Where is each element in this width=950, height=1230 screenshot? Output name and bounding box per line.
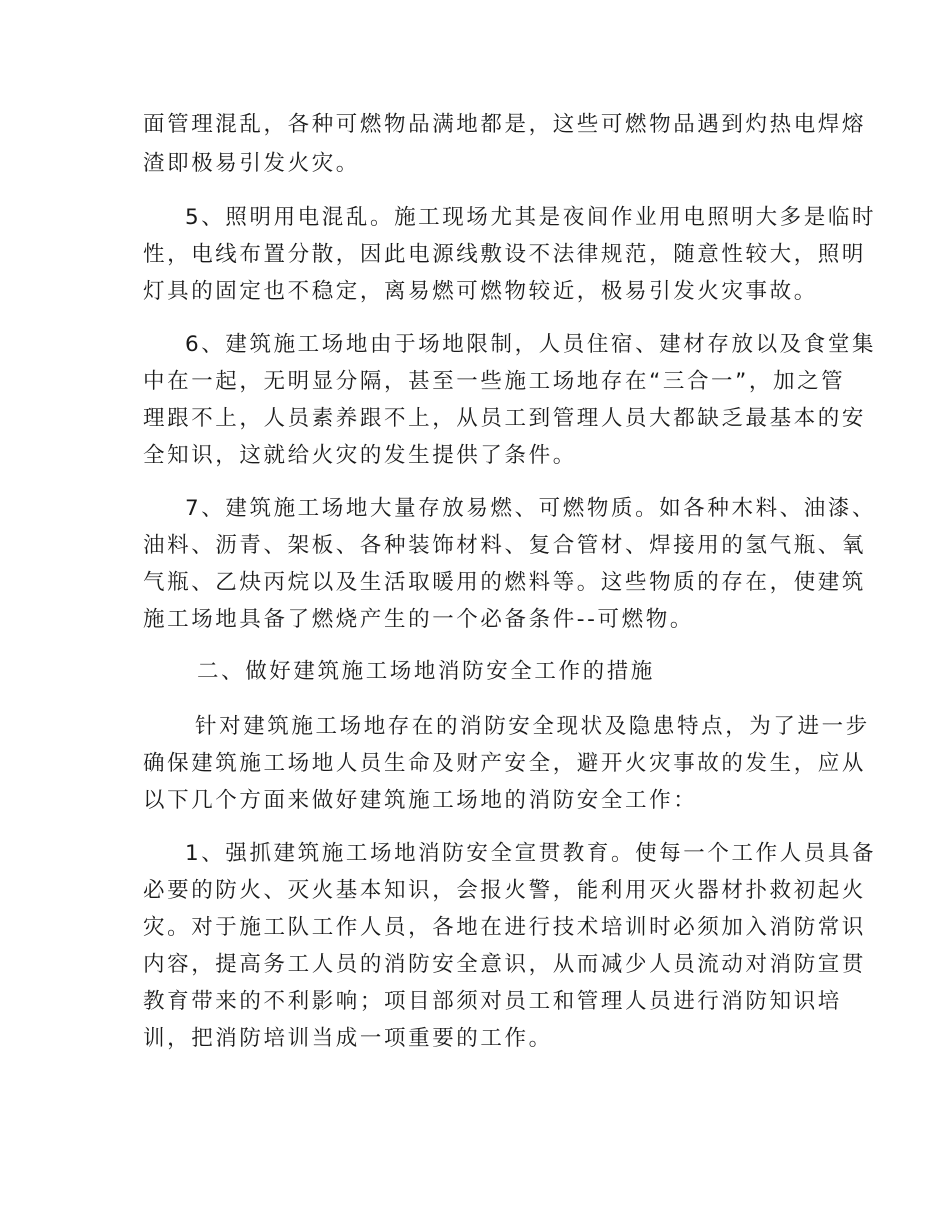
paragraph-line: 中在一起，无明显分隔，甚至一些施工场地存在“三合一”，加之管: [143, 369, 846, 394]
paragraph-line: 7、建筑施工场地大量存放易燃、可燃物质。如各种木料、油漆、: [185, 496, 877, 521]
paragraph-line: 性，电线布置分散，因此电源线敷设不法律规范，随意性较大，照明: [143, 242, 867, 267]
paragraph-line: 内容，提高务工人员的消防安全意识，从而减少人员流动对消防宣贯: [143, 952, 867, 977]
paragraph-line: 教育带来的不利影响；项目部须对员工和管理人员进行消防知识培: [143, 989, 842, 1014]
paragraph-line: 训，把消防培训当成一项重要的工作。: [143, 1026, 553, 1051]
paragraph-line: 必要的防火、灭火基本知识，会报火警，能利用灭火器材扑救初起火: [143, 878, 867, 903]
paragraph-line: 针对建筑施工场地存在的消防安全现状及隐患特点，为了进一步: [195, 714, 870, 739]
paragraph-line: 气瓶、乙炔丙烷以及生活取暖用的燃料等。这些物质的存在，使建筑: [143, 570, 867, 595]
paragraph-line: 5、照明用电混乱。施工现场尤其是夜间作业用电照明大多是临时: [185, 205, 877, 230]
paragraph-line: 灯具的固定也不稳定，离易燃可燃物较近，极易引发火灾事故。: [143, 279, 818, 304]
paragraph-line: 灾。对于施工队工作人员，各地在进行技术培训时必须加入消防常识: [143, 915, 867, 940]
paragraph-line: 施工场地具备了燃烧产生的一个必备条件--可燃物。: [143, 607, 694, 632]
paragraph-line: 渣即极易引发火灾。: [143, 151, 360, 176]
paragraph-line: 油料、沥青、架板、各种装饰材料、复合管材、焊接用的氢气瓶、氧: [143, 533, 867, 558]
section-heading: 二、做好建筑施工场地消防安全工作的措施: [197, 659, 655, 684]
paragraph-line: 面管理混乱，各种可燃物品满地都是，这些可燃物品遇到灼热电焊熔: [143, 112, 867, 137]
paragraph-line: 理跟不上，人员素养跟不上，从员工到管理人员大都缺乏最基本的安: [143, 406, 867, 431]
paragraph-line: 全知识，这就给火灾的发生提供了条件。: [143, 443, 577, 468]
paragraph-line: 以下几个方面来做好建筑施工场地的消防安全工作：: [143, 788, 698, 813]
paragraph-line: 1、强抓建筑施工场地消防安全宣贯教育。使每一个工作人员具备: [185, 841, 877, 866]
paragraph-line: 6、建筑施工场地由于场地限制，人员住宿、建材存放以及食堂集: [185, 332, 877, 357]
paragraph-line: 确保建筑施工场地人员生命及财产安全，避开火灾事故的发生，应从: [143, 751, 867, 776]
